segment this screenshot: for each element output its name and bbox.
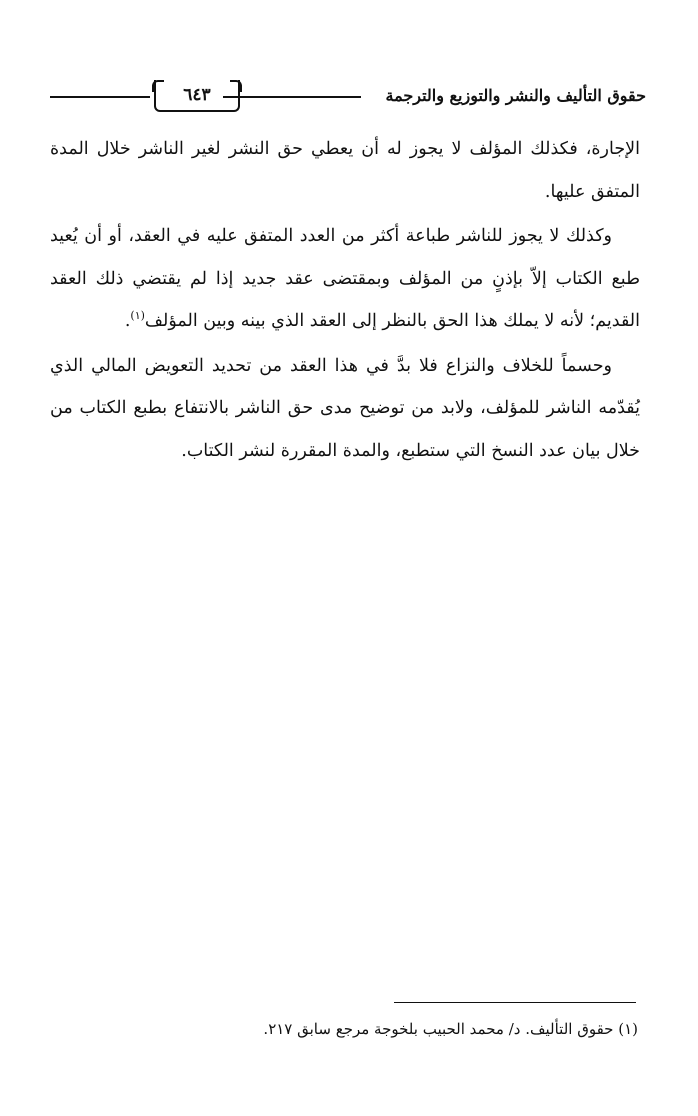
paragraph-2-period: . (124, 311, 131, 331)
footnote-1: (١) حقوق التأليف. د/ محمد الحبيب بلخوجة مرجع سابق ٢١٧. (263, 1020, 638, 1038)
paragraph-2-text: وكذلك لا يجوز للناشر طباعة أكثر من العدد المتفق عليه في العقد، أو أن يُعيد طبع الكتاب إلاّ بإذنٍ من المؤلف وبمقتضى عقد جديد إذا لم يقتضي ذلك العقد القديم؛ لأنه لا يملك هذا الحق بالنظر إلى العقد الذي بينه وبين المؤلف (50, 226, 640, 331)
page-header (50, 82, 646, 112)
page-number: ٦٤٣ (154, 80, 240, 112)
paragraph-1: الإجارة، فكذلك المؤلف لا يجوز له أن يعطي حق النشر لغير الناشر خلال المدة المتفق عليها. (50, 139, 640, 202)
footnote-reference: (١) (130, 309, 145, 323)
paragraph-3: وحسماً للخلاف والنزاع فلا بدَّ في هذا العقد من تحديد التعويض المالي الذي يُقدّمه الناشر للمؤلف، ولابد من توضيح مدى حق الناشر بالانتفاع بطبع الكتاب من خلال بيان عدد النسخ التي ستطبع، والمدة المقررة لنشر الكتاب. (50, 355, 640, 461)
paragraph-2 (50, 215, 640, 343)
footnote-separator (394, 1002, 636, 1003)
header-rule-left (50, 96, 150, 98)
running-title: حقوق التأليف والنشر والتوزيع والترجمة (385, 86, 646, 105)
header-rule-right (223, 96, 361, 98)
body-text (50, 128, 640, 474)
